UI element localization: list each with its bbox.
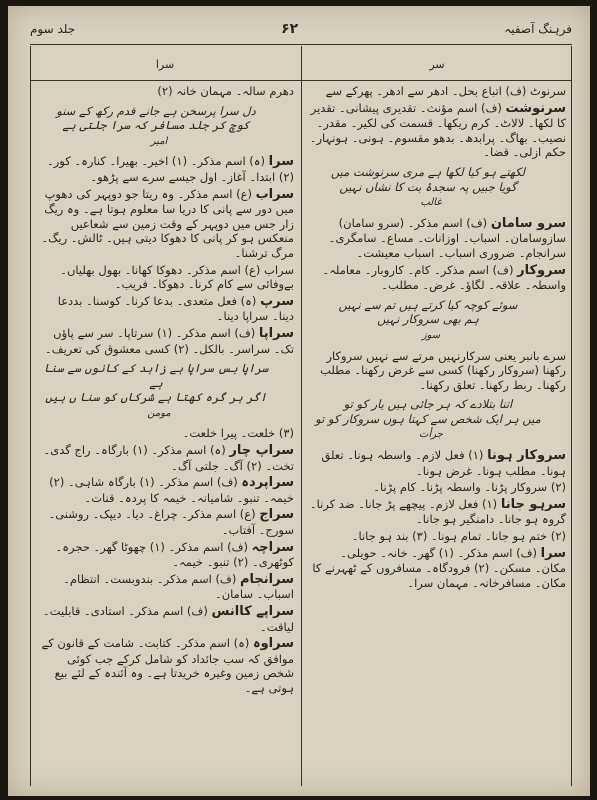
entry-text: سراب (ع) اسم مذکر۔ دھوکا کھانا۔ بھول بھلیاں۔ بےوفائی سے کام کرنا۔ دھوکا۔ فریب۔ [60,262,294,292]
verse-line: سراپا بس سراپا ہے زاہد کے کانوں سے سنا ہے [43,361,269,390]
entry-headword: سرنوشت [505,100,566,116]
column-divider [301,46,302,786]
entry-definition: (ف) اسم مذکر۔ (سرو سامان) سازوسامان۔ اسباب۔ اوزانات۔ مساع۔ سامگری۔ سرانجام۔ ضروری اسباب۔ اسباب معیشت۔ [328,215,566,260]
right-column [308,84,566,782]
verse-line: کوچ کر جلد مسافر کہ سرا جلتی ہے [62,118,250,133]
entry-headword: سراپردہ [241,475,294,491]
verse-block [308,165,566,211]
entry-headword: سراپے کاانس [211,604,294,619]
entry-headword: سرانجام [240,571,294,587]
entry-definition: (ف) اسم مذکر۔ (۱) بارگاہ شاہی۔ (۲) خیمہ۔ تنبو۔ شامیانہ۔ خیمہ کا پردہ۔ قنات۔ [49,475,294,505]
entry-definition: (ف) اسم مذکر۔ (۱) گھر۔ خانہ۔ حویلی۔ مکان۔ مسکن۔ (۲) فرودگاہ۔ مسافروں کے ٹھہرنے کا مکان۔ مسافرخانہ۔ مہمان سرا۔ [312,545,566,590]
left-column [36,84,294,782]
verse-block [308,397,566,443]
entry-definition: (ف) اسم مؤنث۔ تقدیری پیشانی۔ تقدیر کا لکھا۔ لالاٹ۔ کرم ریکھا۔ قسمت کی لکیر۔ مقدر۔ نصیب۔ بھاگ۔ پرابدھ۔ بدھو مقسوم۔ ہونی۔ ہونہار۔ حکم ازلی۔ قضا۔ [309,100,566,160]
page-header [30,16,572,42]
verse-line: گویا جبیں پہ سجدۂ بت کا نشاں نہیں [339,179,517,194]
entry-text: دھرم سالہ۔ مہمان خانہ (۲) [157,84,294,98]
entry-definition: (ف) اسم مذکر۔ (۱) سرتاپا۔ سر سے پاؤں تک۔ سراسر۔ بالکل۔ (۲) کسی معشوق کی تعریف۔ [44,325,294,356]
header-rule [30,44,572,45]
dictionary-entry [36,507,294,537]
entry-definition: (ہ) اسم مذکر۔ (۱) بارگاہ۔ راج گدی۔ تخت۔ (۲) آگ۔ جلتی آگ۔ [43,443,294,473]
dictionary-entry [308,101,566,160]
entry-headword: سرو سامان [490,215,566,231]
entry-headword: سراپ چار [229,443,294,459]
dictionary-entry [308,216,566,261]
entry-headword: سراچہ [251,539,294,555]
dictionary-entry [36,294,294,324]
entry-headword: سرا [268,154,294,170]
dictionary-entry [36,475,294,505]
entry-headword: سراوہ [252,636,294,652]
verse-line: اگر ہر گرہ کھتا ہے شرکاں کو سنا ں ہیں [45,390,267,405]
entry-definition: (ہ) اسم مذکر۔ (۱) اخیر۔ بھیرا۔ کنارہ۔ کور۔ (۲) ابتدا۔ آغاز۔ اول جیسے سرے سے پڑھو۔ [47,154,294,184]
entry-headword: سرہو جانا [500,496,566,512]
right-column-head: سر [429,58,445,71]
page-number: ۶۲ [281,21,299,37]
dictionary-entry [36,604,294,634]
entry-definition: (ف) اسم مذکر۔ استادی۔ قابلیت۔ لیاقت۔ [42,604,294,634]
poet-name: غالب [420,197,442,209]
book-title: فرہنگ آصفیہ [504,22,572,36]
entry-headword: سراج [259,507,294,523]
verse-block [36,361,294,421]
verse-block [308,298,566,344]
entry-text: (۲) سروکار پڑنا۔ واسطہ پڑنا۔ کام پڑنا۔ [373,480,566,495]
book-page [8,6,590,796]
entry-definition: (ع) اسم مذکر۔ وہ ریتا جو دوپہر کی دھوپ میں دور سے پانی کا دریا سا معلوم ہوتا ہے۔ وہ ریگ زار جس میں دوپہر کے وقت زمین سے شعاعیں منعکس ہو کر پانی کا دھوکا دیتی ہیں۔ ٹالش۔ ریگ۔ مرگ ترشنا۔ [41,186,294,260]
left-column-head: سرا [155,58,175,71]
dictionary-entry [36,443,294,473]
poet-name: مومن [147,407,171,419]
entry-definition: (ع) اسم مذکر۔ چراغ۔ دیا۔ دیپک۔ روشنی۔ سورج۔ آفتاب۔ [48,507,294,538]
dictionary-entry [36,326,294,356]
verse-line: اتنا بتلادے کہ ہر جائی ہیں یار کو تو [343,397,513,412]
entry-headword: سروکار ہونا [487,448,566,464]
entry-definition: (۱) فعل لازم۔ پیچھے پڑ جانا۔ ضد کرنا۔ گروہ ہو جانا۔ دامنگیر ہو جانا۔ [309,496,566,527]
poet-name: امیر [150,135,168,147]
dictionary-entry [36,154,294,184]
dictionary-entry [308,448,566,478]
dictionary-entry [36,540,294,570]
verse-block [36,104,294,150]
entry-definition: (ف) اسم مذکر۔ بندوبست۔ انتظام۔ اسباب۔ سامان۔ [63,571,294,602]
verse-line: لکھتے ہو کیا لکھا ہے مری سرنوشت میں [330,164,526,179]
entry-text: (۲) ختم ہو جانا۔ تمام ہونا۔ (۳) بند ہو جانا۔ [351,529,566,544]
entry-text: سرنوٹ (ف) اتباع بحل۔ ادھر سے ادھر۔ پھرکے سے [325,84,566,98]
entry-definition: (۱) فعل لازم۔ واسطہ ہونا۔ تعلق ہونا۔ مطلب ہونا۔ غرض ہونا۔ [321,448,566,478]
entry-headword: سراپا [258,325,294,341]
dictionary-entry [308,497,566,527]
dictionary-entry [308,546,566,591]
entry-definition: (ہ) اسم مذکر۔ کتابت۔ شامت کے قانون کے موافق کہ سب جائداد کو شامل کرکے جب کوئی شخص زمین وغیرہ خریدتا ہے۔ وہ آئندہ کے لئے بیع ہوتی ہے۔ [41,636,294,695]
right-border [571,46,572,786]
dictionary-entry [36,572,294,602]
verse-line: سوئے کوچہ کیا کرتے ہیں تم سے نہیں [338,297,518,312]
entry-text: (۳) خلعت۔ پیرا خلعت۔ [182,426,294,441]
poet-name: جرأت [419,429,443,441]
entry-text: سرے بانبر یعنی سرکارنہیں مرتے سے نہیں سروکار رکھنا (سروکار رکھنا) کسی سے غرض رکھنا۔ مطلب رکھنا۔ ربط رکھنا۔ تعلق رکھنا۔ [320,348,566,392]
verse-line: دل سرا پرسخن ہے جانے قدم رکھ کے سنو [56,103,256,118]
entry-headword: سروکار [517,262,566,278]
dictionary-entry [36,636,294,695]
volume-label: جلد سوم [30,22,76,36]
entry-definition: (ف) اسم مذکر۔ کام۔ کاروبار۔ معاملہ۔ واسطہ۔ علاقہ۔ لگاؤ۔ غرض۔ مطلب۔ [322,262,566,293]
verse-line: میں ہر ایک شخص سے کہتا ہوں سروکار کو تو [315,411,541,426]
entry-definition: (ہ) فعل متعدی۔ بدعا کرنا۔ کوسنا۔ بددعا دینا۔ سراپا دینا۔ [57,293,294,324]
entry-headword: سرپ [260,293,294,309]
dictionary-entry [308,263,566,293]
verse-line: ہم بھی سروکار نہیں [377,312,479,327]
entry-headword: سراب [255,186,294,202]
dictionary-entry [36,187,294,261]
entry-headword: سرا [540,545,566,561]
left-border [30,46,31,786]
entry-definition: (ف) اسم مذکر۔ (۱) چھوٹا گھر۔ حجرہ۔ کوٹھری۔ (۲) تنبو۔ خیمہ۔ [55,539,294,570]
poet-name: سوز [421,329,441,341]
